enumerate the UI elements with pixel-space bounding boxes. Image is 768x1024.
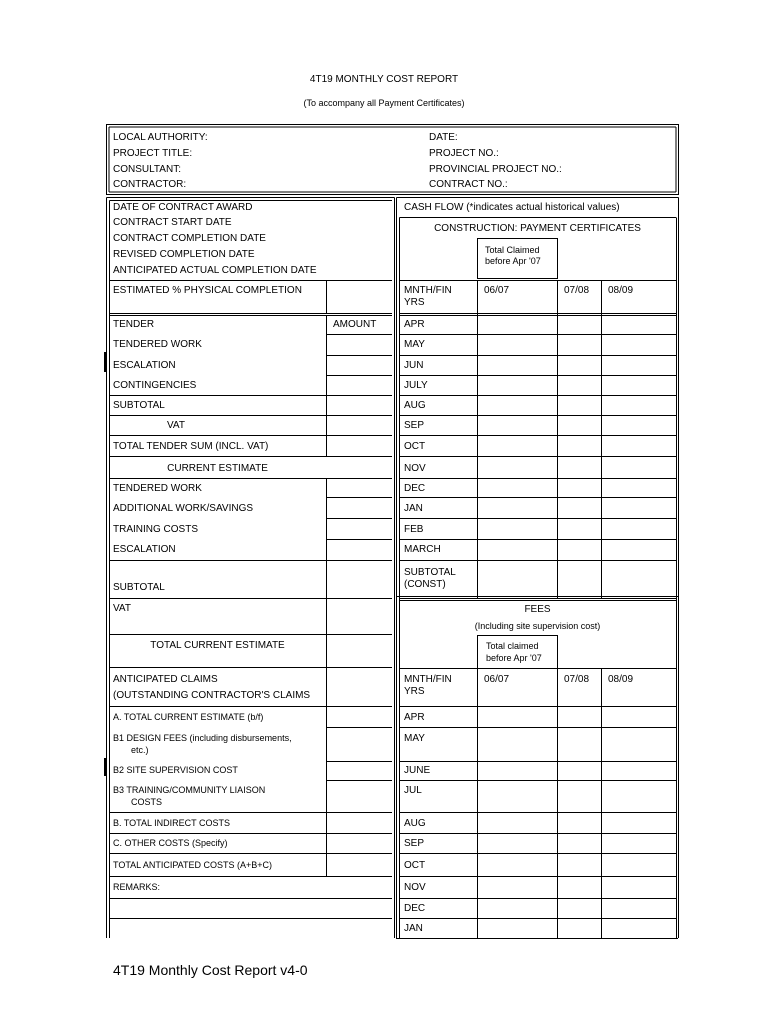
fees-year-0809: 08/09 xyxy=(608,674,634,685)
anticipated-completion-label: ANTICIPATED ACTUAL COMPLETION DATE xyxy=(113,265,317,276)
fees-month-jan: JAN xyxy=(404,923,423,934)
total-current-estimate-label: TOTAL CURRENT ESTIMATE xyxy=(150,640,285,651)
const-month-jun: JUN xyxy=(404,360,424,371)
total-claimed-label-2: before Apr '07 xyxy=(485,256,541,266)
tender-heading: TENDER xyxy=(113,319,155,330)
const-month-feb: FEB xyxy=(404,524,424,535)
training-liaison-label: B3 TRAINING/COMMUNITY LIAISON xyxy=(113,785,266,795)
vat-label: VAT xyxy=(167,420,185,431)
total-current-bf-label: A. TOTAL CURRENT ESTIMATE (b/f) xyxy=(113,712,264,722)
contingencies-label: CONTINGENCIES xyxy=(113,380,197,391)
const-month-sep: SEP xyxy=(404,420,425,431)
design-fees-label-2: etc.) xyxy=(131,745,149,755)
fees-month-dec: DEC xyxy=(404,903,426,914)
revised-completion-label: REVISED COMPLETION DATE xyxy=(113,249,255,260)
const-month-may: MAY xyxy=(404,339,425,350)
ce-vat-label: VAT xyxy=(113,603,131,614)
fees-year-0607: 06/07 xyxy=(484,674,510,685)
fees-month-may: MAY xyxy=(404,733,425,744)
amount-heading: AMOUNT xyxy=(333,319,377,330)
contract-completion-label: CONTRACT COMPLETION DATE xyxy=(113,233,266,244)
subtotal-label: SUBTOTAL xyxy=(113,400,165,411)
mnth-fin-label-2: YRS xyxy=(404,297,425,308)
total-anticipated-label: TOTAL ANTICIPATED COSTS (A+B+C) xyxy=(113,860,273,870)
const-month-jan: JAN xyxy=(404,503,423,514)
const-subtotal-label-1: SUBTOTAL xyxy=(404,567,456,578)
const-month-nov: NOV xyxy=(404,463,426,474)
fees-month-apr: APR xyxy=(404,712,425,723)
local-authority-label: LOCAL AUTHORITY: xyxy=(113,132,208,143)
ce-subtotal-label: SUBTOTAL xyxy=(113,582,165,593)
fees-month-aug: AUG xyxy=(404,818,426,829)
const-month-apr: APR xyxy=(404,319,425,330)
date-label: DATE: xyxy=(429,132,458,143)
ce-escalation-label: ESCALATION xyxy=(113,544,176,555)
claims-label-2: (OUTSTANDING CONTRACTOR'S CLAIMS xyxy=(113,690,311,701)
total-tender-label: TOTAL TENDER SUM (INCL. VAT) xyxy=(113,441,269,452)
year-0708: 07/08 xyxy=(564,285,590,296)
year-0809: 08/09 xyxy=(608,285,634,296)
fees-subheading: (Including site supervision cost) xyxy=(474,621,601,631)
fees-claimed-label-2: before Apr '07 xyxy=(486,653,542,663)
contract-start-label: CONTRACT START DATE xyxy=(113,217,232,228)
construction-heading: CONSTRUCTION: PAYMENT CERTIFICATES xyxy=(434,223,641,234)
const-month-july: JULY xyxy=(404,380,428,391)
const-month-march: MARCH xyxy=(404,544,441,555)
current-estimate-heading: CURRENT ESTIMATE xyxy=(167,463,268,474)
additional-work-label: ADDITIONAL WORK/SAVINGS xyxy=(113,503,254,514)
fees-heading: FEES xyxy=(524,604,551,615)
report-subtitle: (To accompany all Payment Certificates) xyxy=(303,98,465,108)
page-footer: 4T19 Monthly Cost Report v4-0 xyxy=(113,962,308,978)
const-month-oct: OCT xyxy=(404,441,426,452)
total-claimed-label-1: Total Claimed xyxy=(485,245,540,255)
physical-completion-label: ESTIMATED % PHYSICAL COMPLETION xyxy=(113,285,302,296)
report-title: 4T19 MONTHLY COST REPORT xyxy=(309,74,459,85)
training-costs-label: TRAINING COSTS xyxy=(113,524,199,535)
claims-label-1: ANTICIPATED CLAIMS xyxy=(113,674,218,685)
date-award-label: DATE OF CONTRACT AWARD xyxy=(113,202,253,213)
fees-month-june: JUNE xyxy=(404,765,431,776)
fees-month-nov: NOV xyxy=(404,882,426,893)
site-supervision-label: B2 SITE SUPERVISION COST xyxy=(113,765,238,775)
fees-claimed-label-1: Total claimed xyxy=(486,641,539,651)
escalation-label: ESCALATION xyxy=(113,360,176,371)
cash-flow-heading: CASH FLOW (*indicates actual historical values) xyxy=(404,202,620,213)
remarks-label: REMARKS: xyxy=(113,882,161,892)
fees-mnth-fin-label-1: MNTH/FIN xyxy=(404,674,452,685)
const-month-dec: DEC xyxy=(404,483,426,494)
project-no-label: PROJECT NO.: xyxy=(429,148,499,159)
fees-month-oct: OCT xyxy=(404,860,426,871)
fees-month-jul: JUL xyxy=(404,785,422,796)
contract-no-label: CONTRACT NO.: xyxy=(429,179,508,190)
fees-mnth-fin-label-2: YRS xyxy=(404,686,425,697)
const-subtotal-label-2: (CONST) xyxy=(404,579,446,590)
contractor-label: CONTRACTOR: xyxy=(113,179,187,190)
design-fees-label: B1 DESIGN FEES (including disbursements, xyxy=(113,733,292,743)
training-liaison-label-2: COSTS xyxy=(131,797,163,807)
consultant-label: CONSULTANT: xyxy=(113,164,181,175)
tendered-work-label: TENDERED WORK xyxy=(113,339,202,350)
project-title-label: PROJECT TITLE: xyxy=(113,148,193,159)
ce-tendered-work-label: TENDERED WORK xyxy=(113,483,202,494)
const-month-aug: AUG xyxy=(404,400,426,411)
mnth-fin-label-1: MNTH/FIN xyxy=(404,285,452,296)
other-costs-label: C. OTHER COSTS (Specify) xyxy=(113,838,228,848)
fees-year-0708: 07/08 xyxy=(564,674,590,685)
provincial-project-no-label: PROVINCIAL PROJECT NO.: xyxy=(429,164,562,175)
total-indirect-label: B. TOTAL INDIRECT COSTS xyxy=(113,818,231,828)
fees-month-sep: SEP xyxy=(404,838,425,849)
year-0607: 06/07 xyxy=(484,285,510,296)
